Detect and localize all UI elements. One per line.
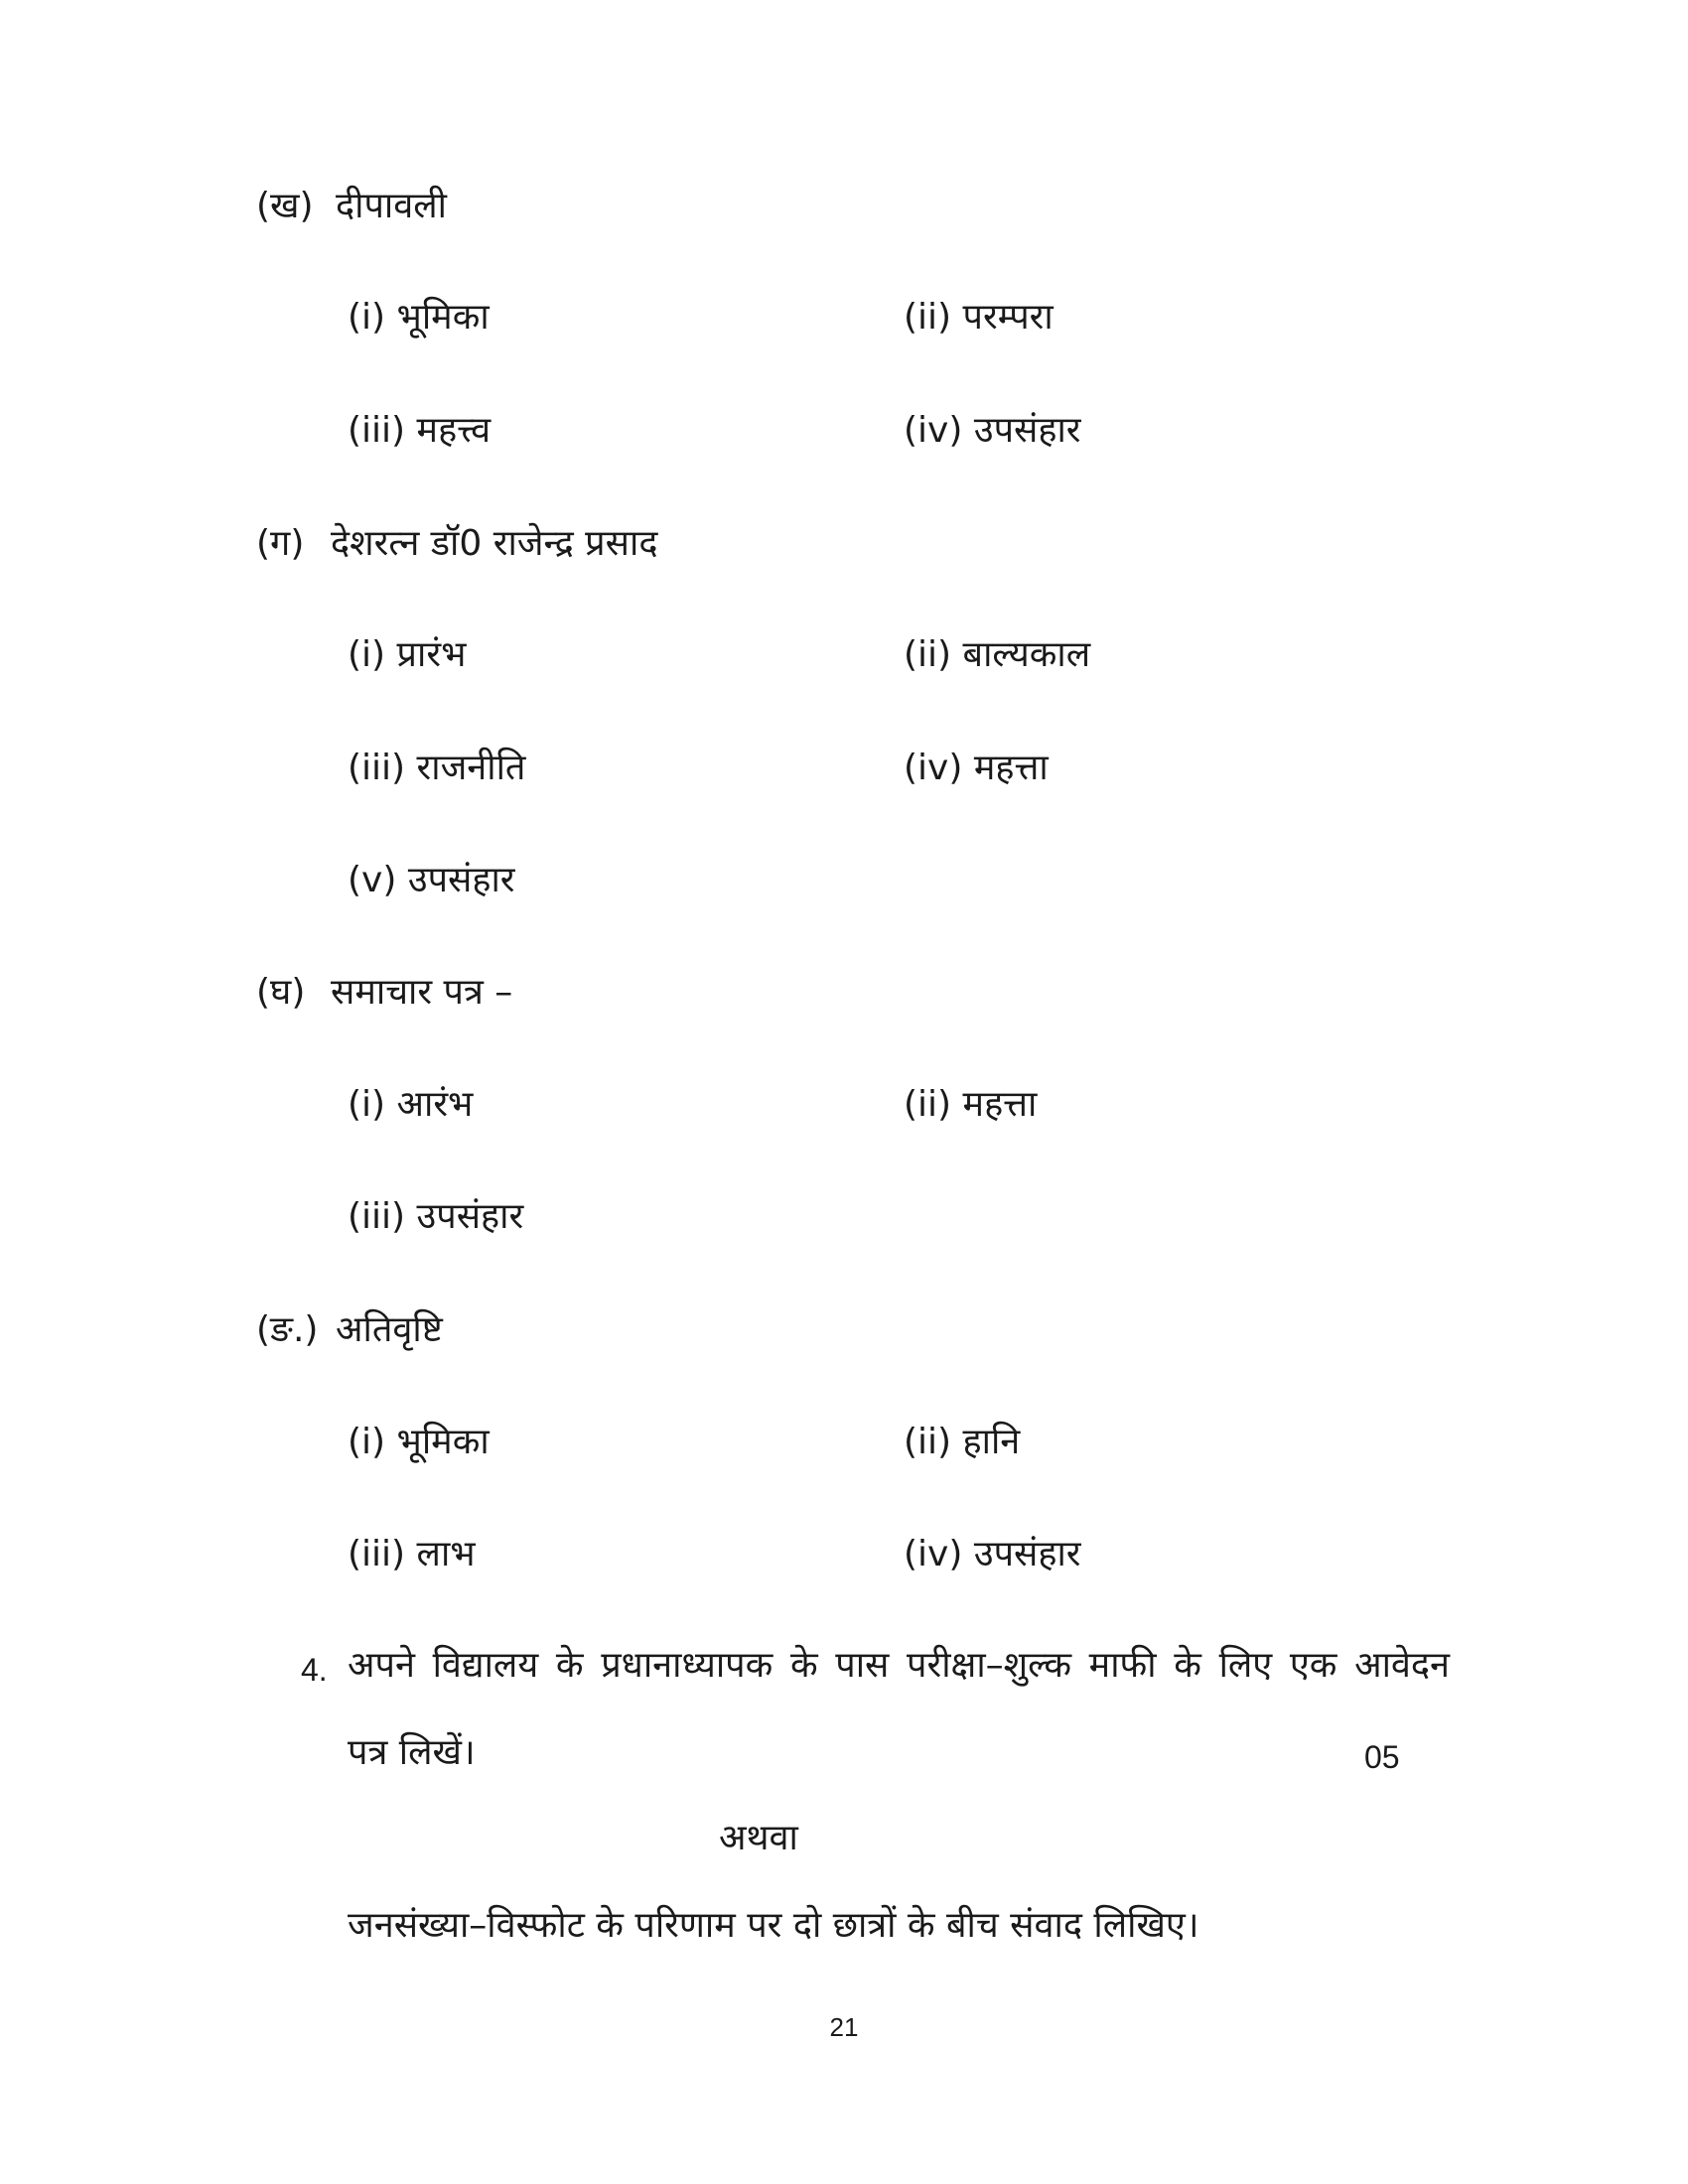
point: (iii) राजनीति — [348, 748, 526, 788]
point: (iv) उपसंहार — [904, 410, 1081, 451]
point: (i) भूमिका — [348, 297, 490, 338]
section-title: दीपावली — [336, 186, 447, 226]
section-title: समाचार पत्र – — [331, 972, 513, 1013]
alternative-question: जनसंख्या–विस्फोट के परिणाम पर दो छात्रों के बीच संवाद लिखिए। — [348, 1905, 1199, 1946]
section-marker: (ख) — [256, 186, 314, 226]
point: (i) आरंभ — [348, 1084, 474, 1125]
point: (ii) हानि — [904, 1422, 1021, 1462]
section-marker: (ग) — [256, 523, 305, 564]
point: (ii) महत्ता — [904, 1084, 1038, 1125]
section-marker: (ङ.) — [256, 1309, 319, 1350]
point: (i) प्रारंभ — [348, 634, 467, 675]
or-label: अथवा — [719, 1818, 798, 1858]
section-marker: (घ) — [256, 972, 306, 1013]
point: (ii) परम्परा — [904, 297, 1054, 338]
point: (iv) उपसंहार — [904, 1534, 1081, 1574]
point: (i) भूमिका — [348, 1422, 490, 1462]
point: (v) उपसंहार — [348, 860, 515, 900]
question-text-line2: पत्र लिखें। — [348, 1732, 476, 1773]
point: (ii) बाल्यकाल — [904, 634, 1091, 675]
point: (iii) महत्त्व — [348, 410, 492, 451]
question-text-line1: अपने विद्यालय के प्रधानाध्यापक के पास परीक्षा–शुल्क माफी के लिए एक आवेदन — [348, 1645, 1450, 1686]
section-title: अतिवृष्टि — [336, 1309, 443, 1350]
question-number: 4. — [301, 1652, 328, 1688]
section-title: देशरत्न डॉ0 राजेन्द्र प्रसाद — [331, 523, 658, 564]
question-marks: 05 — [1364, 1739, 1400, 1775]
point: (iii) लाभ — [348, 1534, 476, 1574]
point: (iv) महत्ता — [904, 748, 1049, 788]
point: (iii) उपसंहार — [348, 1196, 524, 1237]
page-number: 21 — [829, 2012, 859, 2042]
